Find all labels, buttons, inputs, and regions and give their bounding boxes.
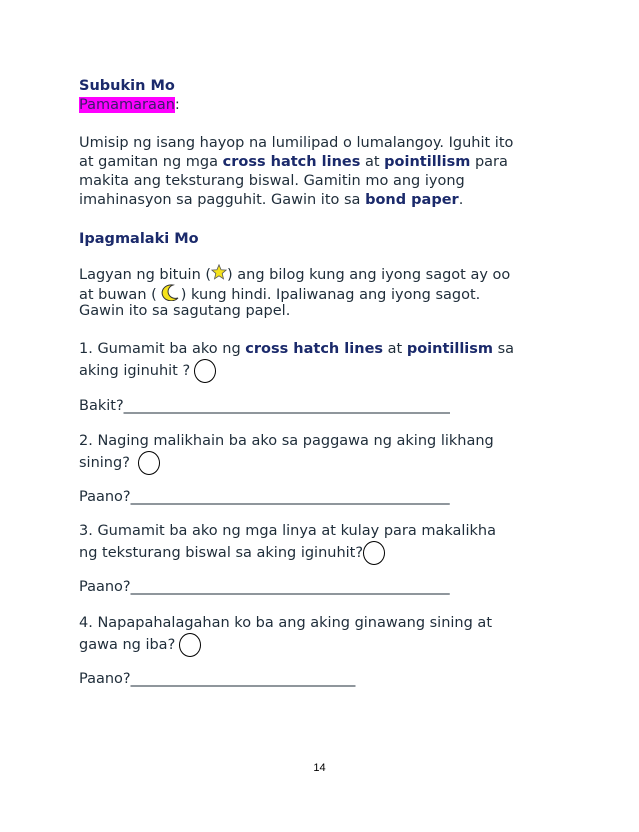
subukin-line-3: makita ang teksturang biswal. Gamitin mo ang iyong xyxy=(79,173,465,189)
pamamaraan-highlight: Pamamaraan xyxy=(79,97,175,113)
question-3-line-2: ng teksturang biswal sa aking iginuhit? xyxy=(79,541,385,565)
subukin-line-4: imahinasyon sa pagguhit. Gawin ito sa bond paper. xyxy=(79,192,464,208)
answer-line-2[interactable]: Paano?____________________________________________ xyxy=(79,489,450,505)
ipagmalaki-line-1: Lagyan ng bituin ( ) ang bilog kung ang iyong sagot ay oo xyxy=(79,264,510,286)
answer-line-3[interactable]: Paano?____________________________________________ xyxy=(79,579,450,595)
answer-circle-1[interactable] xyxy=(194,359,216,383)
question-3-line-1: 3. Gumamit ba ako ng mga linya at kulay para makalikha xyxy=(79,523,496,539)
answer-circle-2[interactable] xyxy=(138,451,160,475)
page-number: 14 xyxy=(313,762,326,774)
question-1-line-2: aking iginuhit ? xyxy=(79,359,216,383)
question-4-line-1: 4. Napapahalagahan ko ba ang aking ginawang sining at xyxy=(79,615,493,631)
subukin-line-2: at gamitan ng mga cross hatch lines at pointillism para xyxy=(79,154,508,170)
ipagmalaki-heading: Ipagmalaki Mo xyxy=(79,231,199,247)
subukin-heading: Subukin Mo xyxy=(79,78,175,94)
answer-line-1[interactable]: Bakit?_____________________________________________ xyxy=(79,398,450,414)
ipagmalaki-line-2: at buwan ( ) kung hindi. Ipaliwanag ang iyong sagot. xyxy=(79,283,480,307)
pamamaraan-label: Pamamaraan: xyxy=(79,97,180,113)
answer-circle-4[interactable] xyxy=(179,633,201,657)
answer-circle-3[interactable] xyxy=(363,541,385,565)
question-4-line-2: gawa ng iba? xyxy=(79,633,201,657)
question-2-line-2: sining? xyxy=(79,451,160,475)
question-2-line-1: 2. Naging malikhain ba ako sa paggawa ng aking likhang xyxy=(79,433,494,449)
answer-line-4[interactable]: Paano?_______________________________ xyxy=(79,671,356,687)
question-1-line-1: 1. Gumamit ba ako ng cross hatch lines at pointillism sa xyxy=(79,341,515,357)
subukin-line-1: Umisip ng isang hayop na lumilipad o lumalangoy. Iguhit ito xyxy=(79,135,514,151)
ipagmalaki-line-3: Gawin ito sa sagutang papel. xyxy=(79,303,291,319)
